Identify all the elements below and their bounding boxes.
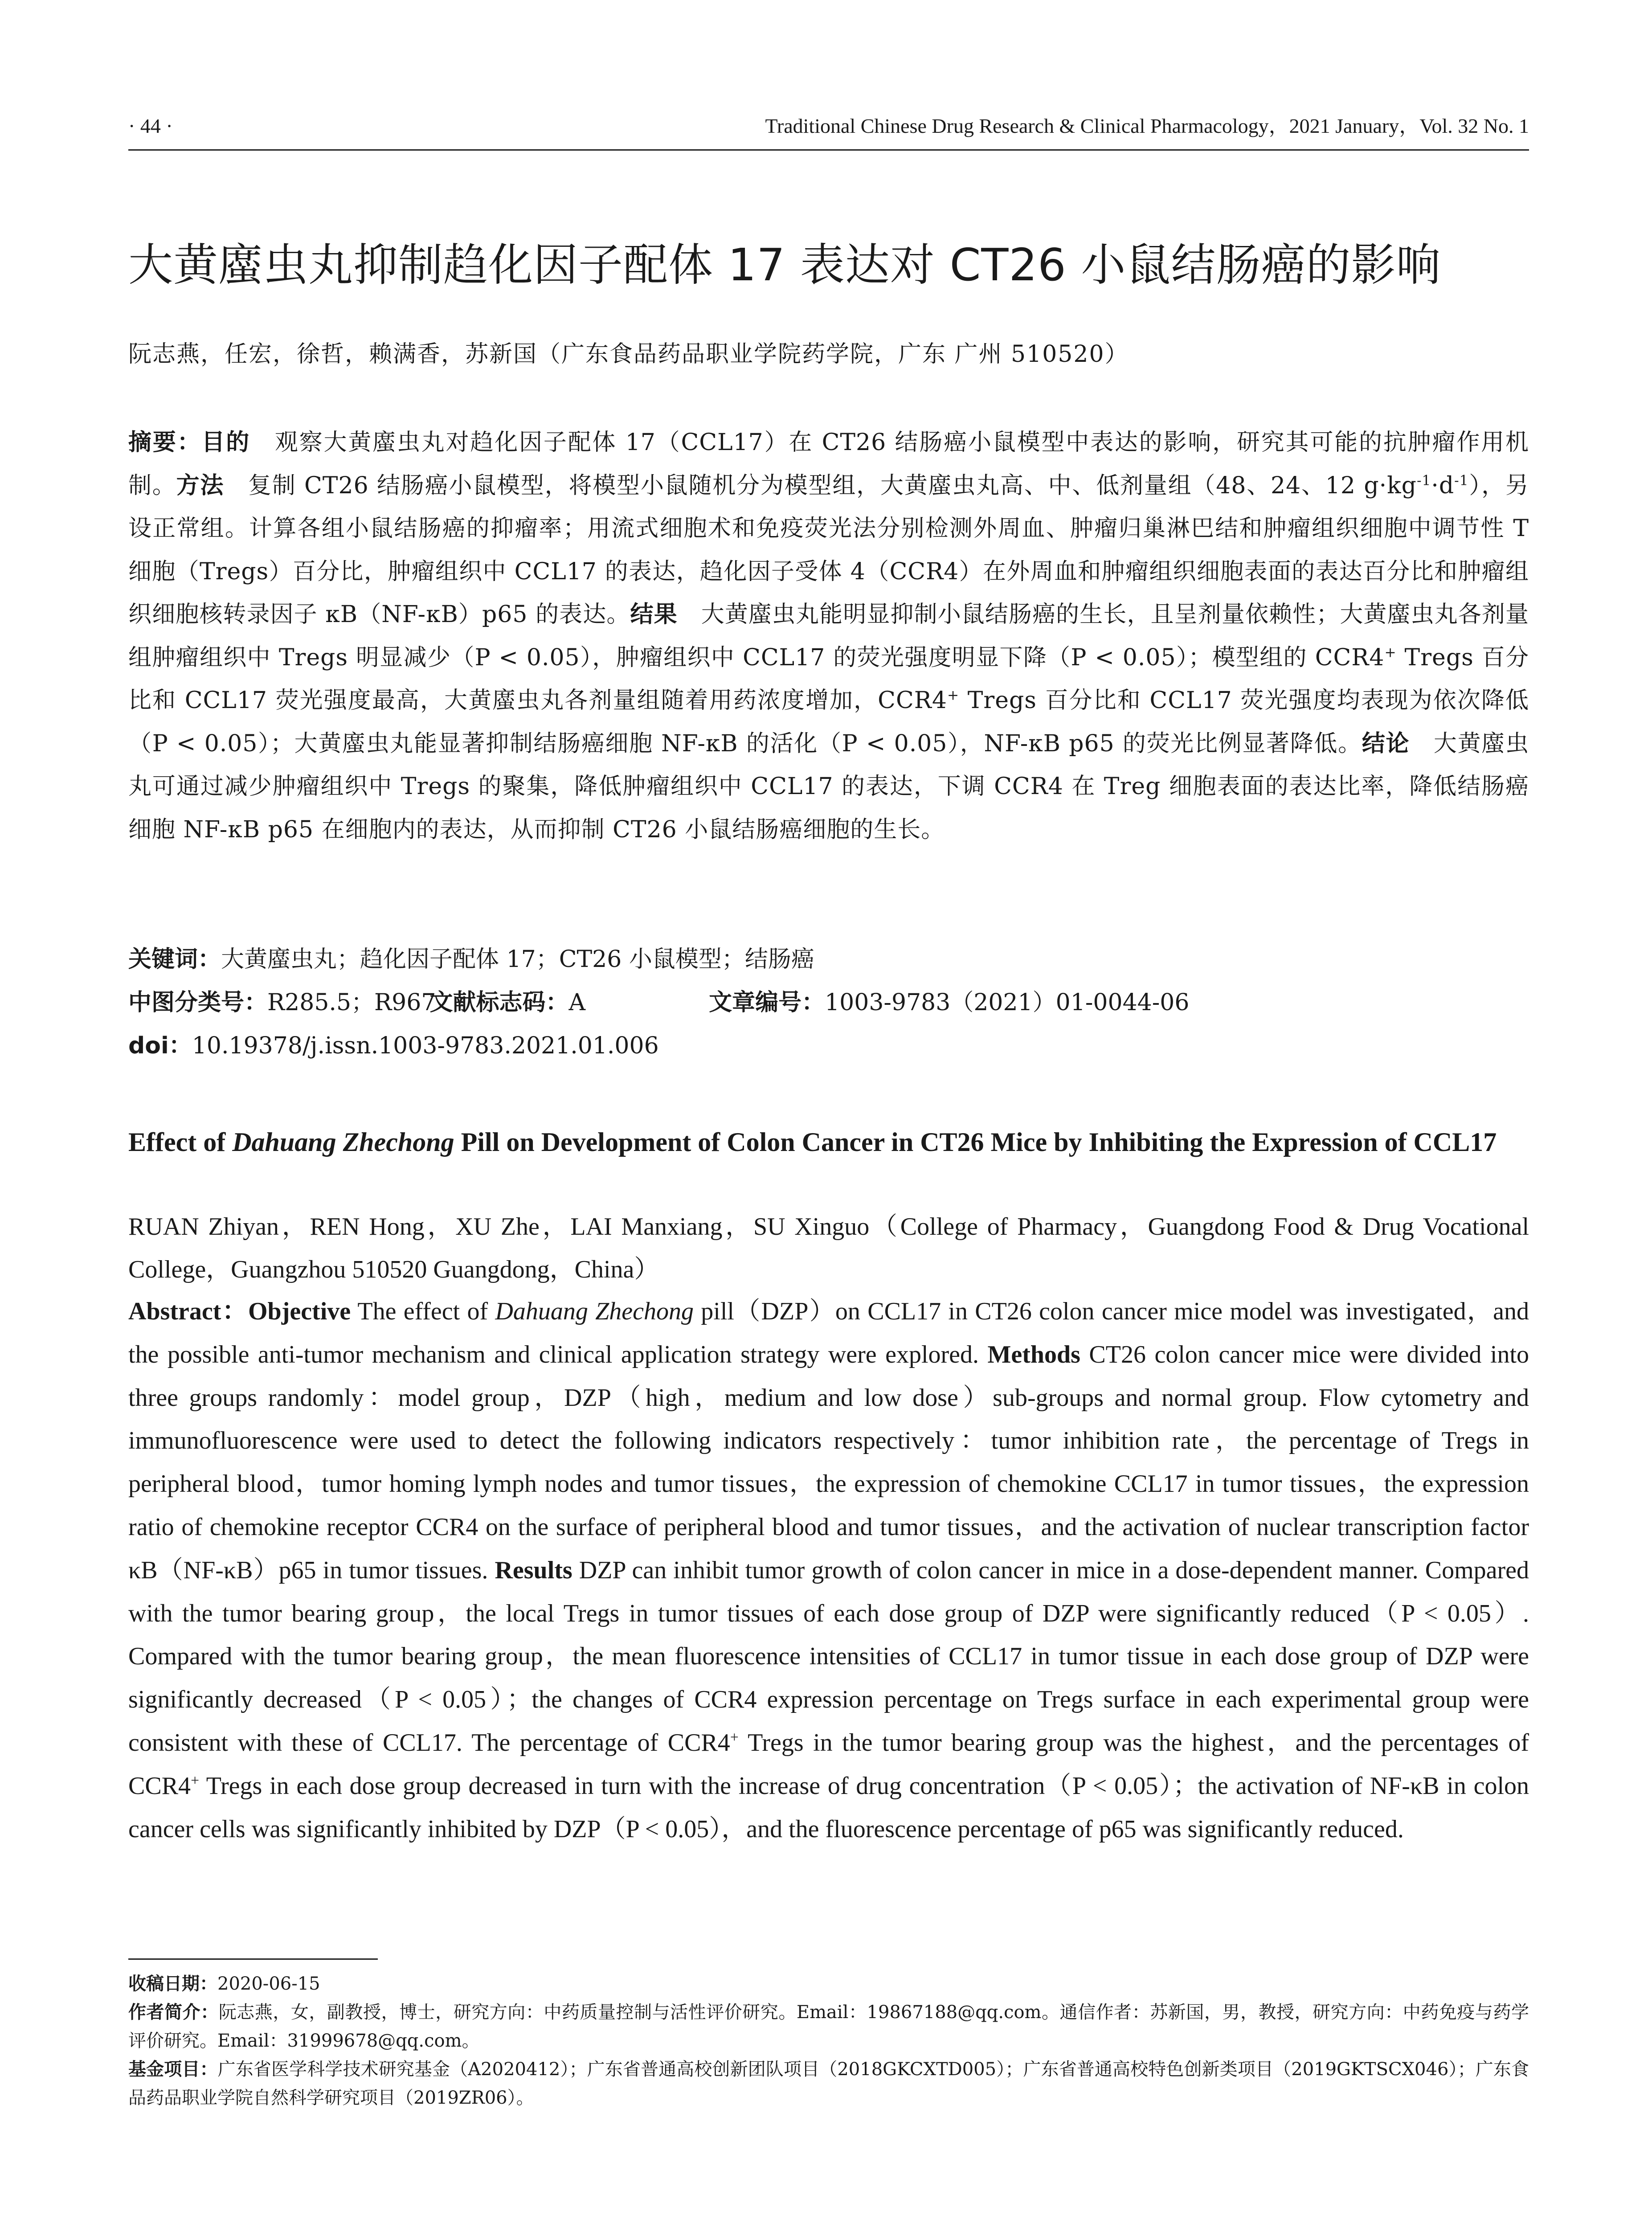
chinese-abstract — [128, 421, 1529, 851]
received-label: 收稿日期： — [128, 1974, 217, 1994]
classification-line — [128, 981, 1529, 1024]
english-title-part-b: Pill on Development of Colon Cancer in CT26 Mice by Inhibiting the Expression of CCL17 — [454, 1127, 1497, 1157]
doc-code-label: 文献标志码： — [429, 989, 569, 1016]
conclusion-label: 结论 — [1362, 730, 1410, 757]
en-results-text-a: DZP can inhibit tumor growth of colon cancer in mice in a dose-dependent manner. Compared with the tumor bearing group，the local Tregs in tumor tissues of each dose group of DZP were significantly reduced（P < 0.05）. Compared with the tumor bearing group，the mean fluorescence intensities of CCL17 in tumor tissue in each dose group of DZP were significantly decreased（P < 0.05）；the changes of CCR4 expression percentage on Tregs surface in each experimental group were consistent with these of CCL17. The percentage of CCR4 — [128, 1556, 1529, 1757]
results-text-b: Tregs 百分比和 CCL17 荧光强度最高，大黄䗪虫丸各剂量组随着用药浓度增加，CCR4 — [128, 644, 1529, 714]
doc-code: A — [568, 989, 586, 1016]
en-methods-text: CT26 colon cancer mice were divided into three groups randomly：model group，DZP（high，medium and low dose）sub-groups and normal group. Flow cytometry and immunofluorescence were used to detect the following indicators respectively：tumor inhibition rate，the percentage of Tregs in peripheral blood，tumor homing lymph nodes and tumor tissues，the expression of chemokine CCL17 in tumor tissues，the expression ratio of chemokine receptor CCR4 on the surface of peripheral blood and tumor tissues，and the activation of nuclear transcription factor κB（NF-κB）p65 in tumor tissues. — [128, 1340, 1529, 1584]
doi-line — [128, 1024, 1529, 1067]
english-abstract — [128, 1290, 1529, 1851]
doi-label: doi： — [128, 1032, 192, 1059]
methods-label: 方法 — [176, 472, 225, 499]
en-results-sup-2: + — [191, 1772, 199, 1789]
header-rule — [128, 149, 1529, 151]
funding-label: 基金项目： — [128, 2059, 218, 2080]
journal-reference: Traditional Chinese Drug Research & Clinical Pharmacology，2021 January，Vol. 32 No. 1 — [765, 115, 1529, 137]
methods-sup-1: -1 — [1416, 472, 1431, 489]
results-label: 结果 — [630, 601, 678, 628]
keywords — [128, 938, 1529, 981]
running-header — [128, 106, 1529, 146]
en-results-sup-1: + — [730, 1729, 739, 1746]
english-title — [128, 1121, 1529, 1163]
results-sup-1: + — [1384, 644, 1397, 661]
english-title-part-a: Effect of — [128, 1127, 233, 1157]
author-bio-label: 作者简介： — [128, 2002, 219, 2023]
en-objective-label: Objective — [248, 1298, 351, 1325]
author-bio-text: 阮志燕，女，副教授，博士，研究方向：中药质量控制与活性评价研究。Email：19867188@qq.com。通信作者：苏新国，男，教授，研究方向：中药免疫与药学评价研究。Email：31999678@qq.com。 — [128, 2002, 1529, 2051]
footnote-rule — [128, 1958, 378, 1960]
clc-code: R285.5；R967 — [267, 989, 436, 1016]
results-sup-2: + — [947, 687, 960, 704]
methods-text-c: ），另设正常组。计算各组小鼠结肠癌的抑瘤率；用流式细胞术和免疫荧光法分别检测外周血、肿瘤归巢淋巴结和肿瘤组织细胞中调节性 T 细胞（Tregs）百分比，肿瘤组织中 CCL17 的表达，趋化因子受体 4（CCR4）在外周血和肿瘤组织细胞表面的表达百分比和肿瘤组织细胞核转录因子 κB（NF-κB）p65 的表达。 — [128, 472, 1529, 628]
abstract-label: 摘要： — [128, 429, 202, 456]
methods-sup-2: -1 — [1454, 472, 1469, 489]
en-results-label: Results — [495, 1556, 572, 1584]
keywords-text: 大黄䗪虫丸；趋化因子配体 17；CT26 小鼠模型；结肠癌 — [221, 946, 814, 973]
author-affiliation: 阮志燕，任宏，徐哲，赖满香，苏新国（广东食品药品职业学院药学院，广东 广州 510520） — [128, 341, 1129, 368]
article-number: 1003-9783（2021）01-0044-06 — [825, 989, 1190, 1016]
methods-text-a: 复制 CT26 结肠癌小鼠模型，将模型小鼠随机分为模型组，大黄䗪虫丸高、中、低剂量组（48、24、12 g·kg — [224, 472, 1417, 499]
conclusion-text: 大黄䗪虫丸可通过减少肿瘤组织中 Tregs 的聚集，降低肿瘤组织中 CCL17 的表达，下调 CCR4 在 Treg 细胞表面的表达比率，降低结肠癌细胞 NF-κB p65 在细胞内的表达，从而抑制 CT26 小鼠结肠癌细胞的生长。 — [128, 730, 1529, 843]
en-methods-label: Methods — [987, 1340, 1080, 1368]
en-results-text-b: Tregs in the tumor bearing group was the highest，and the percentages of CCR4 — [128, 1728, 1529, 1800]
objective-text: 观察大黄䗪虫丸对趋化因子配体 17（CCL17）在 CT26 结肠癌小鼠模型中表达的影响，研究其可能的抗肿瘤作用机制。 — [128, 429, 1529, 499]
funding-text: 广东省医学科学技术研究基金（A2020412）；广东省普通高校创新团队项目（2018GKCXTD005）；广东省普通高校特色创新类项目（2019GKTSCX046）；广东食品药品职业学院自然科学研究项目（2019ZR06）。 — [128, 2059, 1529, 2108]
article-title: 大黄䗪虫丸抑制趋化因子配体 17 表达对 CT26 小鼠结肠癌的影响 — [128, 239, 1441, 291]
results-text-c: Tregs 百分比和 CCL17 荧光强度均表现为依次降低（P < 0.05）；大黄䗪虫丸能显著抑制结肠癌细胞 NF-κB 的活化（P < 0.05），NF-κB p65 的荧光比例显著降低。 — [128, 687, 1529, 757]
en-objective-text-a: The effect of — [351, 1298, 495, 1325]
doi-text: 10.19378/j.issn.1003-9783.2021.01.006 — [192, 1032, 659, 1059]
en-results-text-c: Tregs in each dose group decreased in turn with the increase of drug concentration（P < 0.05）；the activation of NF-κB in colon cancer cells was significantly inhibited by DZP（P < 0.05），and the fluorescence percentage of p65 was significantly reduced. — [128, 1772, 1529, 1843]
english-title-italic: Dahuang Zhechong — [232, 1127, 454, 1157]
en-objective-italic: Dahuang Zhechong — [495, 1298, 694, 1325]
keywords-label: 关键词： — [128, 946, 221, 973]
objective-label: 目的 — [201, 429, 251, 456]
funding — [128, 2055, 1529, 2112]
received-date — [128, 1970, 1529, 1998]
methods-text-b: ·d — [1431, 472, 1455, 499]
footnotes — [128, 1970, 1529, 2112]
page-number: · 44 · — [128, 115, 173, 137]
article-number-label: 文章编号： — [709, 989, 825, 1016]
en-objective-text-b: pill（DZP）on CCL17 in CT26 colon cancer mice model was investigated，and the possible anti-tumor mechanism and clinical application strategy were explored. — [128, 1298, 1529, 1368]
clc-label: 中图分类号： — [128, 989, 268, 1016]
author-bio — [128, 1998, 1529, 2055]
english-authors: RUAN Zhiyan，REN Hong，XU Zhe，LAI Manxiang，SU Xinguo（College of Pharmacy，Guangdong Food & Drug Vocational College，Guangzhou 510520 Guangdong，China） — [128, 1213, 1529, 1283]
received-value: 2020-06-15 — [217, 1974, 320, 1994]
en-abstract-label: Abstract： — [128, 1298, 248, 1325]
results-text-a: 大黄䗪虫丸能明显抑制小鼠结肠癌的生长，且呈剂量依赖性；大黄䗪虫丸各剂量组肿瘤组织中 Tregs 明显减少（P < 0.05），肿瘤组织中 CCL17 的荧光强度明显下降（P < 0.05）；模型组的 CCR4 — [128, 601, 1529, 671]
